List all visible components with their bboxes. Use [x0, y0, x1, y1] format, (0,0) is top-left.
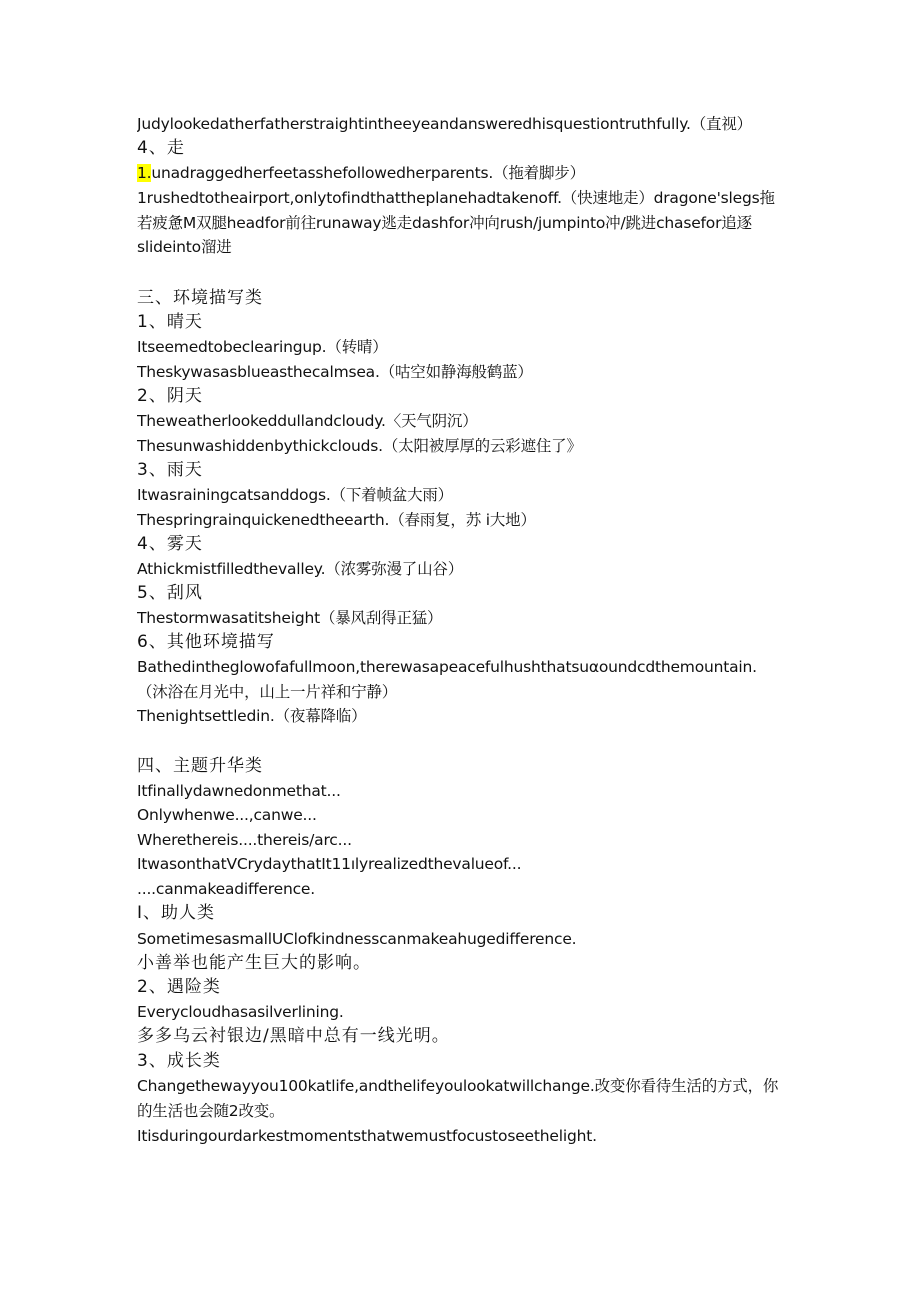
text-line-chinese: 小善举也能产生巨大的影响。 [137, 953, 371, 973]
subheading-foggy: 4、雾天 [137, 534, 203, 554]
text-line: ItwasonthatVCrydaythatIt11ılyrealizedthevalueof... [137, 855, 522, 873]
highlight-mark: 1. [137, 164, 152, 182]
text-paragraph: Bathedintheglowofafullmoon,therewasapeacefulhushthatsuαoundcdthemountain.（沐浴在月光中，山上一片祥和宁静） [137, 658, 757, 701]
text-line: Thesunwashiddenbythickclouds.（太阳被厚厚的云彩遮住了》 [137, 437, 582, 455]
text-line: Thenightsettledin.（夜幕降临） [137, 707, 367, 725]
section-heading-theme: 四、主题升华类 [137, 756, 263, 776]
text-line: Itisduringourdarkestmomentsthatwemustfocustoseethelight. [137, 1127, 597, 1145]
text-line-chinese: 多多乌云衬银边/黑暗中总有一线光明。 [137, 1026, 450, 1046]
subheading-danger: 2、遇险类 [137, 977, 221, 997]
section-heading-environment: 三、环境描写类 [137, 288, 263, 308]
subheading-rainy: 3、雨天 [137, 460, 203, 480]
text-line: Itwasrainingcatsanddogs.（下着帧盆大雨） [137, 486, 453, 504]
subheading-sunny: 1、晴天 [137, 312, 203, 332]
text-line: Thestormwasatitsheight（暴风刮得正猛） [137, 609, 443, 627]
text-line: Itfinallydawnedonmethat... [137, 782, 341, 800]
text-paragraph: Changethewayyou100katlife,andthelifeyoulookatwillchange.改变你看待生活的方式，你的生活也会随2改变。 [137, 1077, 779, 1120]
text-line: Thespringrainquickenedtheearth.（春雨复，苏 i大地） [137, 511, 536, 529]
subheading-cloudy: 2、阴天 [137, 386, 203, 406]
text-line: Onlywhenwe...,canwe... [137, 806, 317, 824]
subheading-windy: 5、刮风 [137, 583, 203, 603]
subheading-growth: 3、成长类 [137, 1051, 221, 1071]
text-line: Wherethereis....thereis/arc... [137, 831, 352, 849]
text-line: Everycloudhasasilverlining. [137, 1003, 344, 1021]
text-paragraph: 1rushedtotheairport,onlytofindthattheplanehadtakenoff.（快速地走）dragone'slegs拖若疲惫M双腿headfor前往runaway逃走dashfor冲向rush/jumpinto冲/跳进chasefor追逐slideinto溜进 [137, 189, 775, 257]
text-line: Athickmistfilledthevalley.（浓雾弥漫了山谷） [137, 560, 463, 578]
text-line [137, 161, 782, 185]
subheading-helping: I、助人类 [137, 903, 216, 923]
text-line: Theweatherlookeddullandcloudy.〈天气阴沉） [137, 412, 478, 430]
text-line: ....canmakeadifference. [137, 880, 315, 898]
text-span: unadraggedherfeetasshefollowedherparents.（拖着脚步） [151, 164, 585, 182]
subheading-other: 6、其他环境描写 [137, 632, 275, 652]
text-line: Itseemedtobeclearingup.（转晴） [137, 338, 388, 356]
subheading-walk: 4、走 [137, 138, 185, 158]
text-line: Theskywasasblueasthecalmsea.（咕空如静海般鹤蓝） [137, 363, 533, 381]
text-line: SometimesasmallUClofkindnesscanmakeahugedifference. [137, 930, 577, 948]
text-line: Judylookedatherfatherstraightintheeyeandansweredhisquestiontruthfully.（直视） [137, 115, 752, 133]
